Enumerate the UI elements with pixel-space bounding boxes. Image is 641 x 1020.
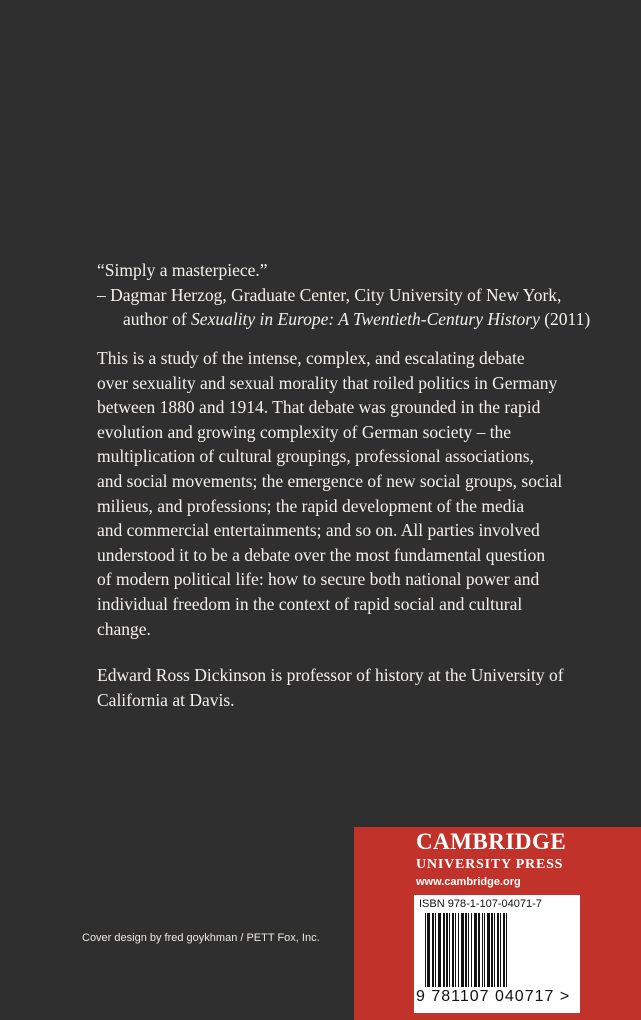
publisher-subtitle: UNIVERSITY PRESS — [416, 857, 564, 872]
barcode-bar — [449, 913, 450, 987]
cover-credit: Cover design by fred goykhman / PETT Fox, Inc. — [82, 932, 320, 944]
barcode-bar — [435, 913, 436, 987]
barcode-bar — [497, 913, 499, 987]
barcode-number: 9 781107 040717 > — [416, 988, 571, 1005]
barcode-bar — [432, 913, 434, 987]
barcode-bar — [455, 913, 456, 987]
barcode-bar — [471, 913, 472, 987]
barcode-bar — [443, 913, 445, 987]
barcode-bar — [482, 913, 483, 987]
barcode-bar — [468, 913, 469, 987]
book-description — [97, 346, 617, 641]
isbn-label: ISBN 978-1-107-04071-7 — [419, 898, 542, 910]
quote-block — [97, 258, 617, 332]
publisher-url: www.cambridge.org — [416, 876, 521, 888]
quote-book-title: Sexuality in Europe: A Twentieth-Century History — [191, 309, 540, 329]
barcode-bar — [500, 913, 501, 987]
description-paragraph: This is a study of the intense, complex, and escalating debate over sexuality and sexual morality that roiled politics in Germany between 1880 and 1914. That debate was grounded in the rapid evolution and growing complexity of German society – the multiplication of cultural groupings, professional associations, and social movements; the emergence of new social groups, social milieus, and professions; the rapid development of the media and commercial entertainments; and so on. All parties involved understood it to be a debate over the most fundamental question of modern political life: how to secure both national power and individual freedom in the context of rapid social and cultural change. — [97, 348, 563, 639]
barcode-bar — [446, 913, 448, 987]
barcode-bar — [478, 913, 480, 987]
quote-book-year: (2011) — [539, 309, 591, 329]
barcode-bar — [458, 913, 459, 987]
author-of-label: author of — [123, 309, 192, 329]
barcode-bar — [487, 913, 490, 987]
quote-author-line — [97, 307, 617, 332]
barcode-bar — [438, 913, 441, 987]
publisher-block — [354, 827, 641, 1020]
barcode-bars — [423, 913, 573, 989]
barcode-bar — [484, 913, 485, 987]
quote-text: “Simply a masterpiece.” — [97, 260, 268, 280]
barcode-bar — [452, 913, 454, 987]
quote-attribution: – Dagmar Herzog, Graduate Center, City University of New York, — [97, 284, 562, 305]
author-bio: Edward Ross Dickinson is professor of history at the University of California at Davis. — [97, 665, 564, 710]
isbn-barcode — [414, 895, 580, 1013]
barcode-bar — [491, 913, 493, 987]
barcode-bar — [427, 913, 430, 987]
barcode-bar — [474, 913, 477, 987]
barcode-bar — [503, 913, 505, 987]
barcode-bar — [494, 913, 495, 987]
barcode-bar — [425, 913, 426, 987]
publisher-name: CAMBRIDGE — [416, 829, 567, 854]
barcode-bar — [461, 913, 464, 987]
barcode-bar — [506, 913, 507, 987]
barcode-bar — [465, 913, 467, 987]
